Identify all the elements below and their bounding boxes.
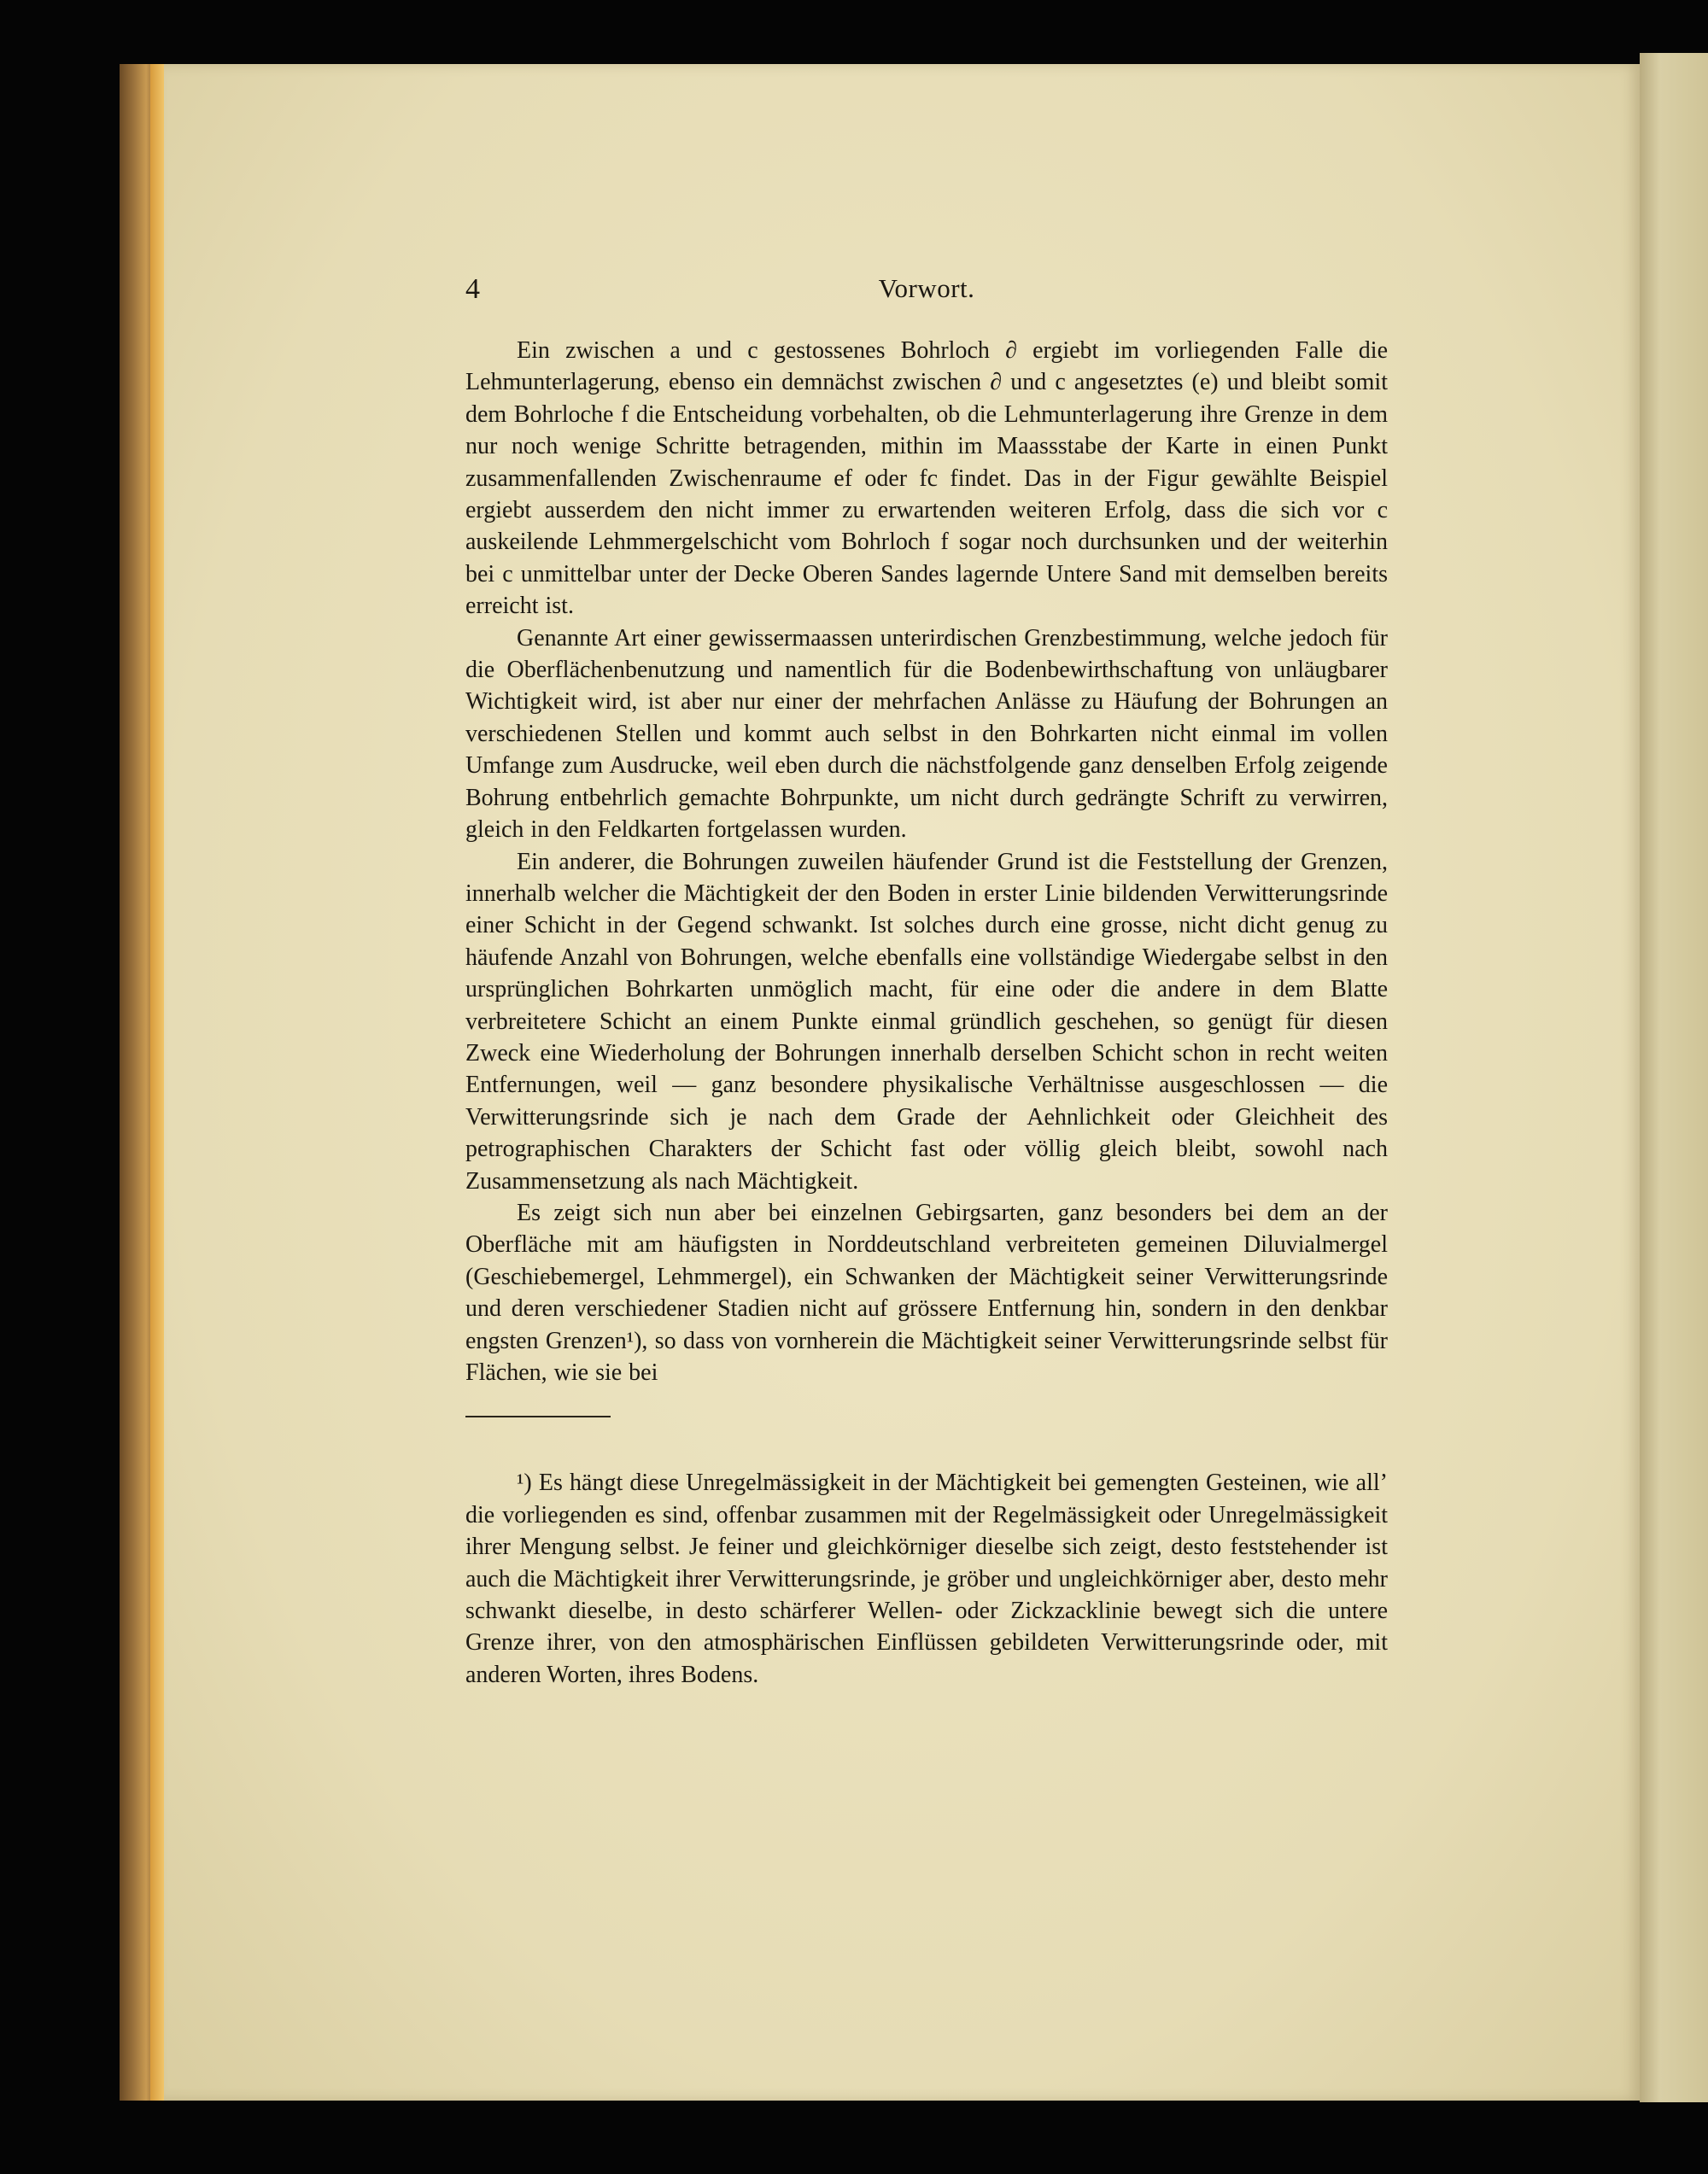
paragraph-1: Ein zwischen a und c gestossenes Bohrloch ∂ ergiebt im vorliegenden Falle die Lehmunterlagerung, ebenso ein demnächst zwischen ∂ und c angesetztes (e) und bleibt somit dem Bohrloche f die Entscheidung vorbehalten, ob die Lehmunterlagerung ihre Grenze in dem nur noch wenige Schritte betragenden, mithin im Maassstabe der Karte in einen Punkt zusammenfallenden Zwischenraume ef oder fc findet. Das in der Figur gewählte Beispiel ergiebt ausserdem den nicht immer zu erwartenden weiteren Erfolg, dass die sich vor c auskeilende Lehmmergelschicht vom Bohrloch f sogar noch durchsunken und der weiterhin bei c unmittelbar unter der Decke Oberen Sandes lagernde Untere Sand mit demselben bereits erreicht ist. <box>465 337 1388 620</box>
paragraph-2: Genannte Art einer gewissermaassen unterirdischen Grenzbestimmung, welche jedoch für die Oberflächenbenutzung und namentlich für die Bodenbewirthschaftung von unläugbarer Wichtigkeit wird, ist aber nur einer der mehrfachen Anlässe zu Häufung der Bohrungen an verschiedenen Stellen und kommt auch selbst in den Bohrkarten nicht einmal im vollen Umfange zum Ausdrucke, weil eben durch die nächstfolgende ganz denselben Erfolg zeigende Bohrung entbehrlich gemachte Bohrpunkte, um nicht durch gedrängte Schrift zu verwirren, gleich in den Feldkarten fortgelassen wurden. <box>465 624 1388 844</box>
running-head <box>465 273 1388 316</box>
page-gilt-edge <box>150 64 164 2101</box>
footnote <box>465 1467 1388 1691</box>
paragraph-4: Es zeigt sich nun aber bei einzelnen Gebirgsarten, ganz besonders bei dem an der Oberfläche mit am häufigsten in Norddeutschland verbreiteten gemeinen Diluvialmergel (Geschiebemergel, Lehmmergel), ein Schwanken der Mächtigkeit seiner Verwitterungsrinde und deren verschiedener Stadien nicht auf grössere Entfernung hin, sondern in den denkbar engsten Grenzen¹), so dass von vornherein die Mächtigkeit seiner Verwitterungsrinde selbst für Flächen, wie sie bei <box>465 1199 1388 1386</box>
page-content <box>465 273 1388 1691</box>
paragraph-3: Ein anderer, die Bohrungen zuweilen häufender Grund ist die Feststellung der Grenzen, innerhalb welcher die Mächtigkeit der den Boden in erster Linie bildenden Verwitterungsrinde einer Schicht in der Gegend schwankt. Ist solches durch eine grosse, nicht dicht genug zu häufende Anzahl von Bohrungen, welche ebenfalls eine vollständige Wiedergabe selbst in den ursprünglichen Bohrkarten unmöglich macht, für eine oder die andere in dem Blatte verbreitetere Schicht an einem Punkte einmal gründlich geschehen, so genügt für diesen Zweck eine Wiederholung der Bohrungen innerhalb derselben Schicht schon in recht weiten Entfernungen, weil — ganz besondere physikalische Verhältnisse ausgeschlossen — die Verwitterungsrinde sich je nach dem Grade der Aehnlichkeit oder Gleichheit des petrographischen Charakters der Schicht fast oder völlig gleich bleibt, sowohl nach Zusammensetzung als nach Mächtigkeit. <box>465 848 1388 1195</box>
facing-page-edge <box>1640 53 1708 2102</box>
footnote-text: ¹) Es hängt diese Unregelmässigkeit in der Mächtigkeit bei gemengten Gesteinen, wie all’ die vorliegenden es sind, offenbar zusammen mit der Regelmässigkeit oder Unregelmässigkeit ihrer Mengung selbst. Je feiner und gleichkörniger dieselbe sich zeigt, desto feststehender ist auch die Mächtigkeit ihrer Verwitterungsrinde, je gröber und ungleichkörniger aber, desto mehr schwankt dieselbe, in desto schärferer Wellen- oder Zickzacklinie bewegt sich die untere Grenze ihrer, von den atmosphärischen Einflüssen gebildeten Verwitterungsrinde oder, mit anderen Worten, ihres Bodens. <box>465 1470 1388 1688</box>
page-number: 4 <box>465 273 480 305</box>
body-text <box>465 335 1388 1388</box>
running-title: Vorwort. <box>878 273 975 303</box>
footnote-rule <box>465 1416 611 1417</box>
